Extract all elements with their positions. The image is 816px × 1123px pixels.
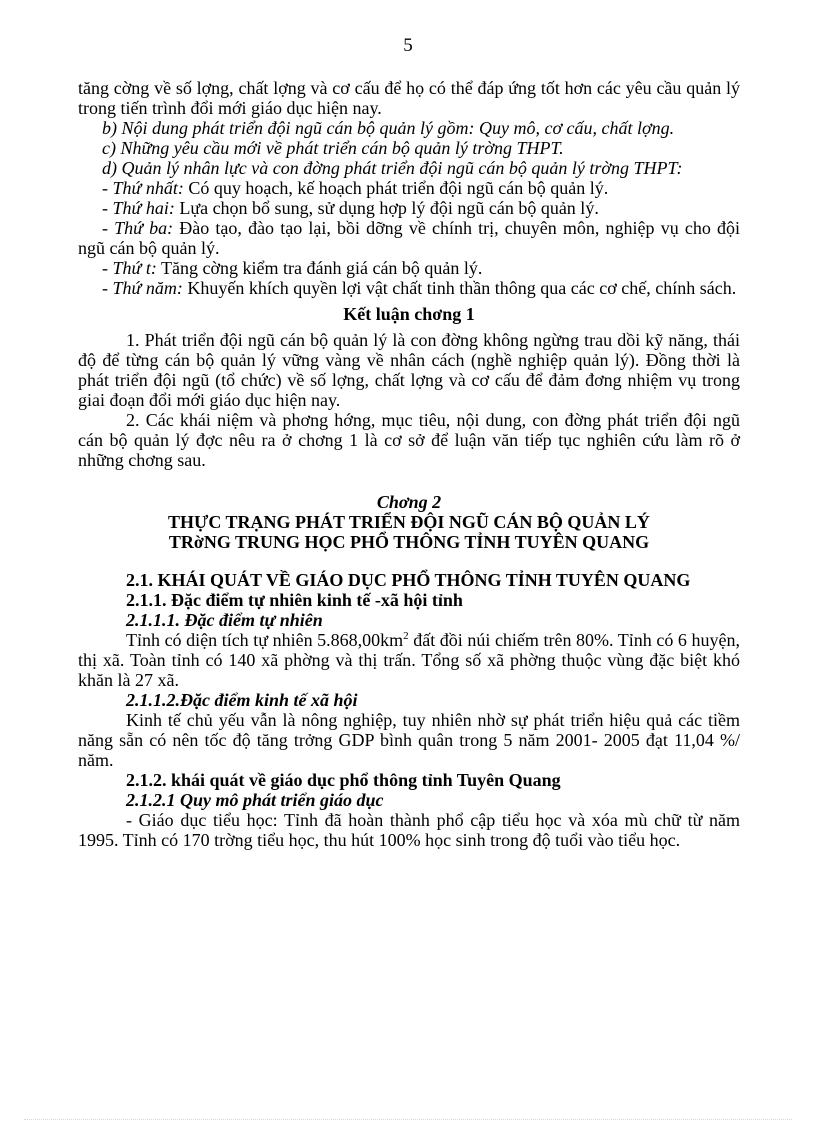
primary-education-paragraph: - Giáo dục tiểu học: Tỉnh đã hoàn thành phổ cập tiểu học và xóa mù chữ từ năm 1995. Tỉnh có 170 trờng tiểu học, thu hút 100% học sinh trong độ tuổi vào tiểu học. <box>78 810 740 850</box>
heading-2-1-2-1: 2.1.2.1 Quy mô phát triển giáo dục <box>126 790 384 810</box>
page-number: 5 <box>403 35 413 56</box>
conclusion-paragraph-2: 2. Các khái niệm và phơng hớng, mục tiêu, nội dung, con đờng phát triển đội ngũ cán bộ quản lý đợc nêu ra ở chơng 1 là cơ sở để luận văn tiếp tục nghiên cứu làm rõ ở những chơng sau. <box>78 410 740 470</box>
page-bottom-border <box>24 1119 792 1120</box>
heading-2-1-2: 2.1.2. khái quát về giáo dục phổ thông tỉnh Tuyên Quang <box>126 770 561 790</box>
item-d: d) Quản lý nhân lực và con đờng phát triển đội ngũ cán bộ quản lý trờng THPT: <box>102 158 683 178</box>
heading-2-1: 2.1. KHÁI QUÁT VỀ GIÁO DỤC PHỔ THÔNG TỈNH TUYÊN QUANG <box>126 570 691 590</box>
bullet-text: Có quy hoạch, kế hoạch phát triển đội ngũ cán bộ quản lý. <box>183 178 609 198</box>
nature-text-b: đất đồi núi chiếm trên 80%. Tỉnh có 6 huyện, thị xã. Toàn tỉnh có 140 xã phờng và thị trấn. Tổng số xã phờng thuộc vùng đặc biệt khó khăn là 27 xã. <box>78 630 740 690</box>
bullet-label: - Thứ hai: <box>102 198 175 218</box>
bullet-text: Đào tạo, đào tạo lại, bồi dỡng về chính trị, chuyên môn, nghiệp vụ cho đội ngũ cán bộ quản lý. <box>78 218 740 258</box>
bullet-2 <box>78 198 740 218</box>
bullet-4 <box>78 258 740 278</box>
bullet-5 <box>78 278 740 298</box>
bullet-text: Tăng cờng kiểm tra đánh giá cán bộ quản lý. <box>156 258 483 278</box>
bullet-label: - Thứ nhất: <box>102 178 184 198</box>
chapter-label: Chơng 2 <box>376 492 442 512</box>
paragraph: tăng cờng về số lợng, chất lợng và cơ cấu để họ có thể đáp ứng tốt hơn các yêu cầu quản lý trong tiến trình đổi mới giáo dục hiện nay. <box>78 78 740 118</box>
conclusion-heading: Kết luận chơng 1 <box>343 304 475 324</box>
bullet-3 <box>78 218 740 258</box>
economy-paragraph: Kinh tế chủ yếu vẫn là nông nghiệp, tuy nhiên nhờ sự phát triển hiệu quả các tiềm năng sẵn có nên tốc độ tăng trởng GDP bình quân trong 5 năm 2001- 2005 đạt 11,04 %/ năm. <box>78 710 740 770</box>
bullet-text: Khuyến khích quyền lợi vật chất tinh thần thông qua các cơ chế, chính sách. <box>182 278 737 298</box>
bullet-text: Lựa chọn bổ sung, sử dụng hợp lý đội ngũ cán bộ quản lý. <box>174 198 599 218</box>
nature-text-a: Tỉnh có diện tích tự nhiên 5.868,00km <box>126 630 404 650</box>
heading-2-1-1-2: 2.1.1.2.Đặc điểm kinh tế xã hội <box>126 690 358 710</box>
spacer <box>78 470 740 492</box>
conclusion-paragraph-1: 1. Phát triển đội ngũ cán bộ quản lý là con đờng không ngừng trau dồi kỹ năng, thái độ để từng cán bộ quản lý vững vàng về nhân cách (nghề nghiệp quản lý). Đồng thời là phát triển đội ngũ (tổ chức) về số lợng, chất lợng và cơ cấu để đảm đơng nhiệm vụ trong giai đoạn đổi mới giáo dục hiện nay. <box>78 330 740 410</box>
heading-2-1-1-1: 2.1.1.1. Đặc điểm tự nhiên <box>126 610 323 630</box>
nature-paragraph <box>78 630 740 690</box>
bullet-label: - Thứ ba: <box>102 218 174 238</box>
chapter-title-line-1: THỰC TRẠNG PHÁT TRIỂN ĐỘI NGŨ CÁN BỘ QUẢN LÝ <box>168 512 650 532</box>
bullet-label: - Thứ t: <box>102 258 157 278</box>
section-chapter1-end <box>78 78 740 850</box>
bullet-label: - Thứ năm: <box>102 278 183 298</box>
item-c: c) Những yêu cầu mới về phát triển cán bộ quản lý trờng THPT. <box>102 138 564 158</box>
chapter-title-line-2: TRờNG TRUNG HỌC PHỔ THÔNG TỈNH TUYÊN QUANG <box>168 532 650 552</box>
spacer <box>78 552 740 570</box>
item-b: b) Nội dung phát triển đội ngũ cán bộ quản lý gồm: Quy mô, cơ cấu, chất lợng. <box>102 118 675 138</box>
bullet-1 <box>78 178 740 198</box>
superscript: 2 <box>403 630 409 642</box>
heading-2-1-1: 2.1.1. Đặc điểm tự nhiên kinh tế -xã hội tỉnh <box>126 590 463 610</box>
